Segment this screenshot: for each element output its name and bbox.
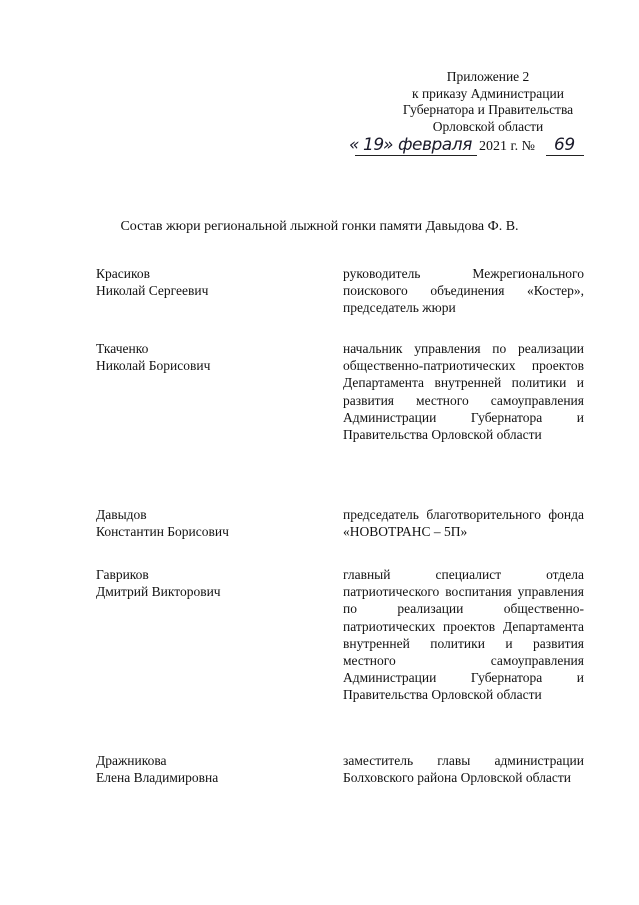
member-name [96,752,316,786]
member-name [96,265,316,299]
order-date-line [349,135,589,159]
order-number-handwritten: 69 [554,135,575,155]
date-close-quote: » [383,135,393,155]
appendix-line-3: Губернатора и Правительства [402,102,574,117]
member-role: главный специалист отдела патриотического воспитания управления по реализации общественно-патриотических проектов Департамента внутренней политики и развития местного самоуправления Администрации Губернатора и Правительства Орловской области [343,567,584,703]
member-role: начальник управления по реализации общественно-патриотических проектов Департамента внутренней политики и развития местного самоуправления Администрации Губернатора и Правительства Орловской области [343,341,584,443]
member-surname: Давыдов [96,507,147,522]
appendix-header [338,69,638,135]
member-given-name: Константин Борисович [96,524,229,539]
member-surname: Дражникова [96,753,167,768]
appendix-line-1: Приложение 2 [446,69,530,84]
member-name [96,566,316,600]
member-role: руководитель Межрегионального поискового объединения «Костер», председатель жюри [343,266,584,316]
appendix-line-4: Орловской области [432,118,544,134]
member-given-name: Николай Сергеевич [96,283,209,298]
member-surname: Красиков [96,266,150,281]
member-given-name: Дмитрий Викторович [96,584,221,599]
member-name [96,506,316,540]
member-role: председатель благотворительного фонда «НОВОТРАНС – 5П» [343,507,584,540]
date-open-quote: « [349,135,359,155]
member-role: заместитель главы администрации Болховского района Орловской области [343,753,584,786]
date-year-number-label: 2021 г. № [479,139,536,154]
number-underline [546,155,584,156]
date-underline [355,155,477,156]
date-day-handwritten: 19 [363,135,384,155]
member-name [96,340,316,374]
member-surname: Ткаченко [96,341,149,356]
member-surname: Гавриков [96,567,149,582]
date-month-handwritten: февраля [398,135,472,155]
appendix-line-2: к приказу Администрации [412,85,564,101]
member-given-name: Николай Борисович [96,358,211,373]
member-given-name: Елена Владимировна [96,770,219,785]
page-title: Состав жюри региональной лыжной гонки памяти Давыдова Ф. В. [120,219,519,234]
